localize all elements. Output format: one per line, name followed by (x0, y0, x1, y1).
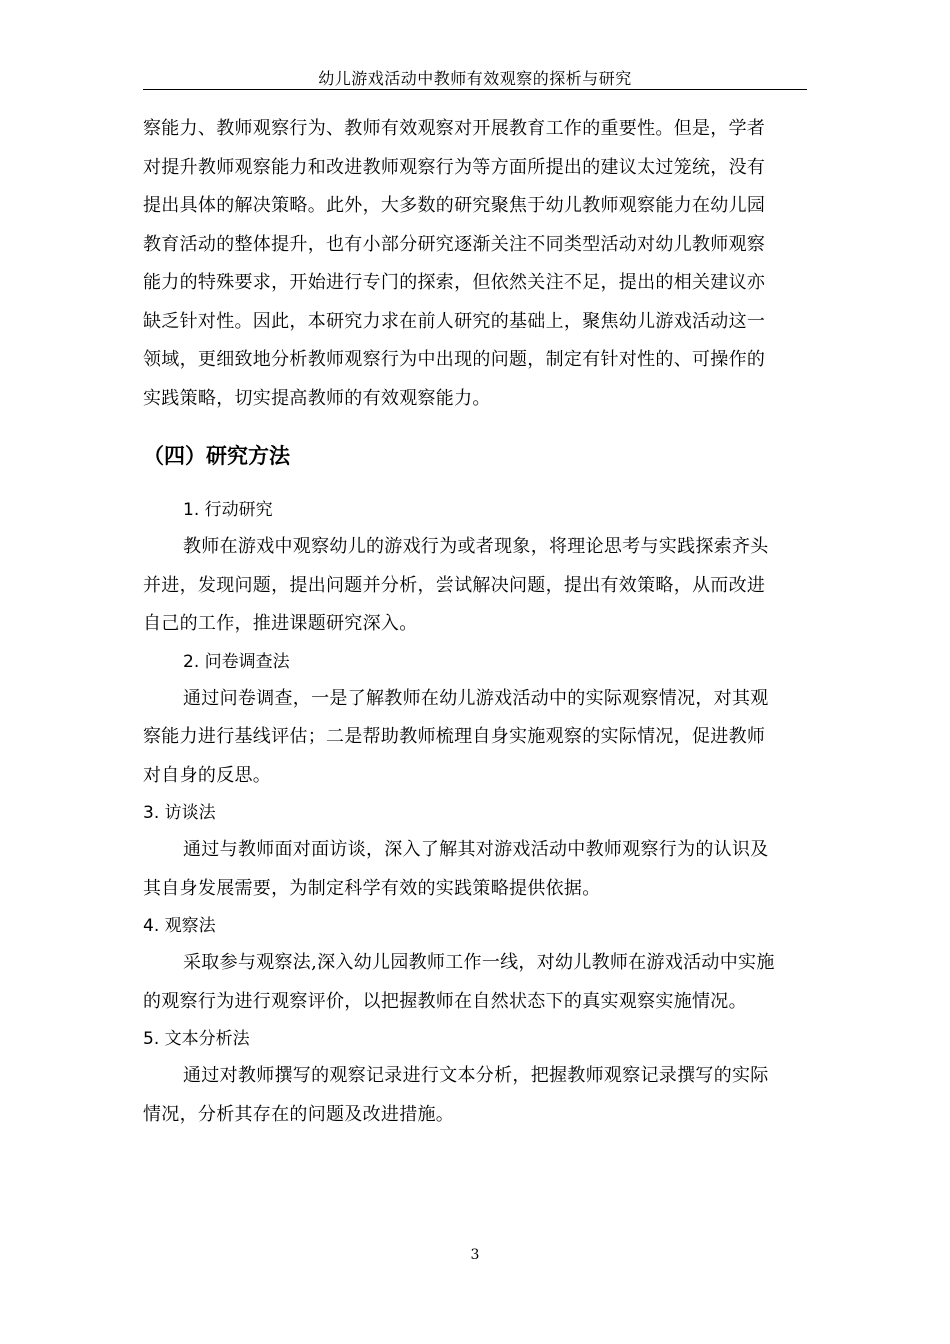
paragraph-line: 其自身发展需要，为制定科学有效的实践策略提供依据。 (143, 877, 601, 899)
document-body (143, 110, 807, 1134)
paragraph-line: 自己的工作，推进课题研究深入。 (143, 613, 418, 634)
paragraph-line: 情况，分析其存在的问题及改进措施。 (143, 1103, 455, 1125)
page-header-title: 幼儿游戏活动中教师有效观察的探析与研究 (318, 69, 632, 88)
paragraph-line: 领域，更细致地分析教师观察行为中出现的问题，制定有针对性的、可操作的 (143, 349, 766, 370)
paragraph-line: 提出具体的解决策略。此外，大多数的研究聚焦于幼儿教师观察能力在幼儿园 (143, 195, 766, 216)
paragraph-line: 教育活动的整体提升，也有小部分研究逐渐关注不同类型活动对幼儿教师观察 (143, 233, 766, 255)
paragraph-line: 通过问卷调查，一是了解教师在幼儿游戏活动中的实际观察情况，对其观 (183, 687, 769, 709)
section-heading: （四）研究方法 (143, 444, 290, 468)
paragraph-line: 教师在游戏中观察幼儿的游戏行为或者现象，将理论思考与实践探索齐头 (183, 536, 769, 557)
method-observation (143, 908, 807, 1021)
paragraph-line: 察能力、教师观察行为、教师有效观察对开展教育工作的重要性。但是，学者 (143, 118, 766, 139)
method-text-analysis (143, 1021, 807, 1134)
intro-paragraph (143, 110, 807, 418)
paragraph-line: 采取参与观察法,深入幼儿园教师工作一线，对幼儿教师在游戏活动中实施 (183, 952, 775, 973)
page-number: 3 (470, 1247, 480, 1263)
header-divider (143, 89, 807, 90)
method-heading: 5. 文本分析法 (143, 1029, 250, 1049)
paragraph-line: 对提升教师观察能力和改进教师观察行为等方面所提出的建议太过笼统，没有 (143, 156, 766, 178)
paragraph-line: 对自身的反思。 (143, 764, 272, 786)
paragraph-line: 缺乏针对性。因此，本研究力求在前人研究的基础上，聚焦幼儿游戏活动这一 (143, 310, 766, 332)
paragraph-line: 能力的特殊要求，开始进行专门的探索，但依然关注不足，提出的相关建议亦 (143, 272, 766, 293)
paragraph-line: 通过与教师面对面访谈，深入了解其对游戏活动中教师观察行为的认识及 (183, 839, 769, 860)
method-heading: 4. 观察法 (143, 916, 216, 936)
paragraph-line: 察能力进行基线评估；二是帮助教师梳理自身实施观察的实际情况，促进教师 (143, 726, 766, 747)
method-heading: 2. 问卷调查法 (183, 651, 290, 672)
method-action-research (143, 492, 807, 644)
paragraph-line: 通过对教师撰写的观察记录进行文本分析，把握教师观察记录撰写的实际 (183, 1065, 769, 1086)
paragraph-line: 并进，发现问题，提出问题并分析，尝试解决问题，提出有效策略，从而改进 (143, 574, 766, 596)
method-questionnaire (143, 644, 807, 796)
method-heading: 3. 访谈法 (143, 803, 216, 823)
paragraph-line: 的观察行为进行观察评价，以把握教师在自然状态下的真实观察实施情况。 (143, 990, 747, 1012)
paragraph-line: 实践策略，切实提高教师的有效观察能力。 (143, 387, 491, 409)
method-interview (143, 795, 807, 908)
method-heading: 1. 行动研究 (183, 500, 273, 520)
